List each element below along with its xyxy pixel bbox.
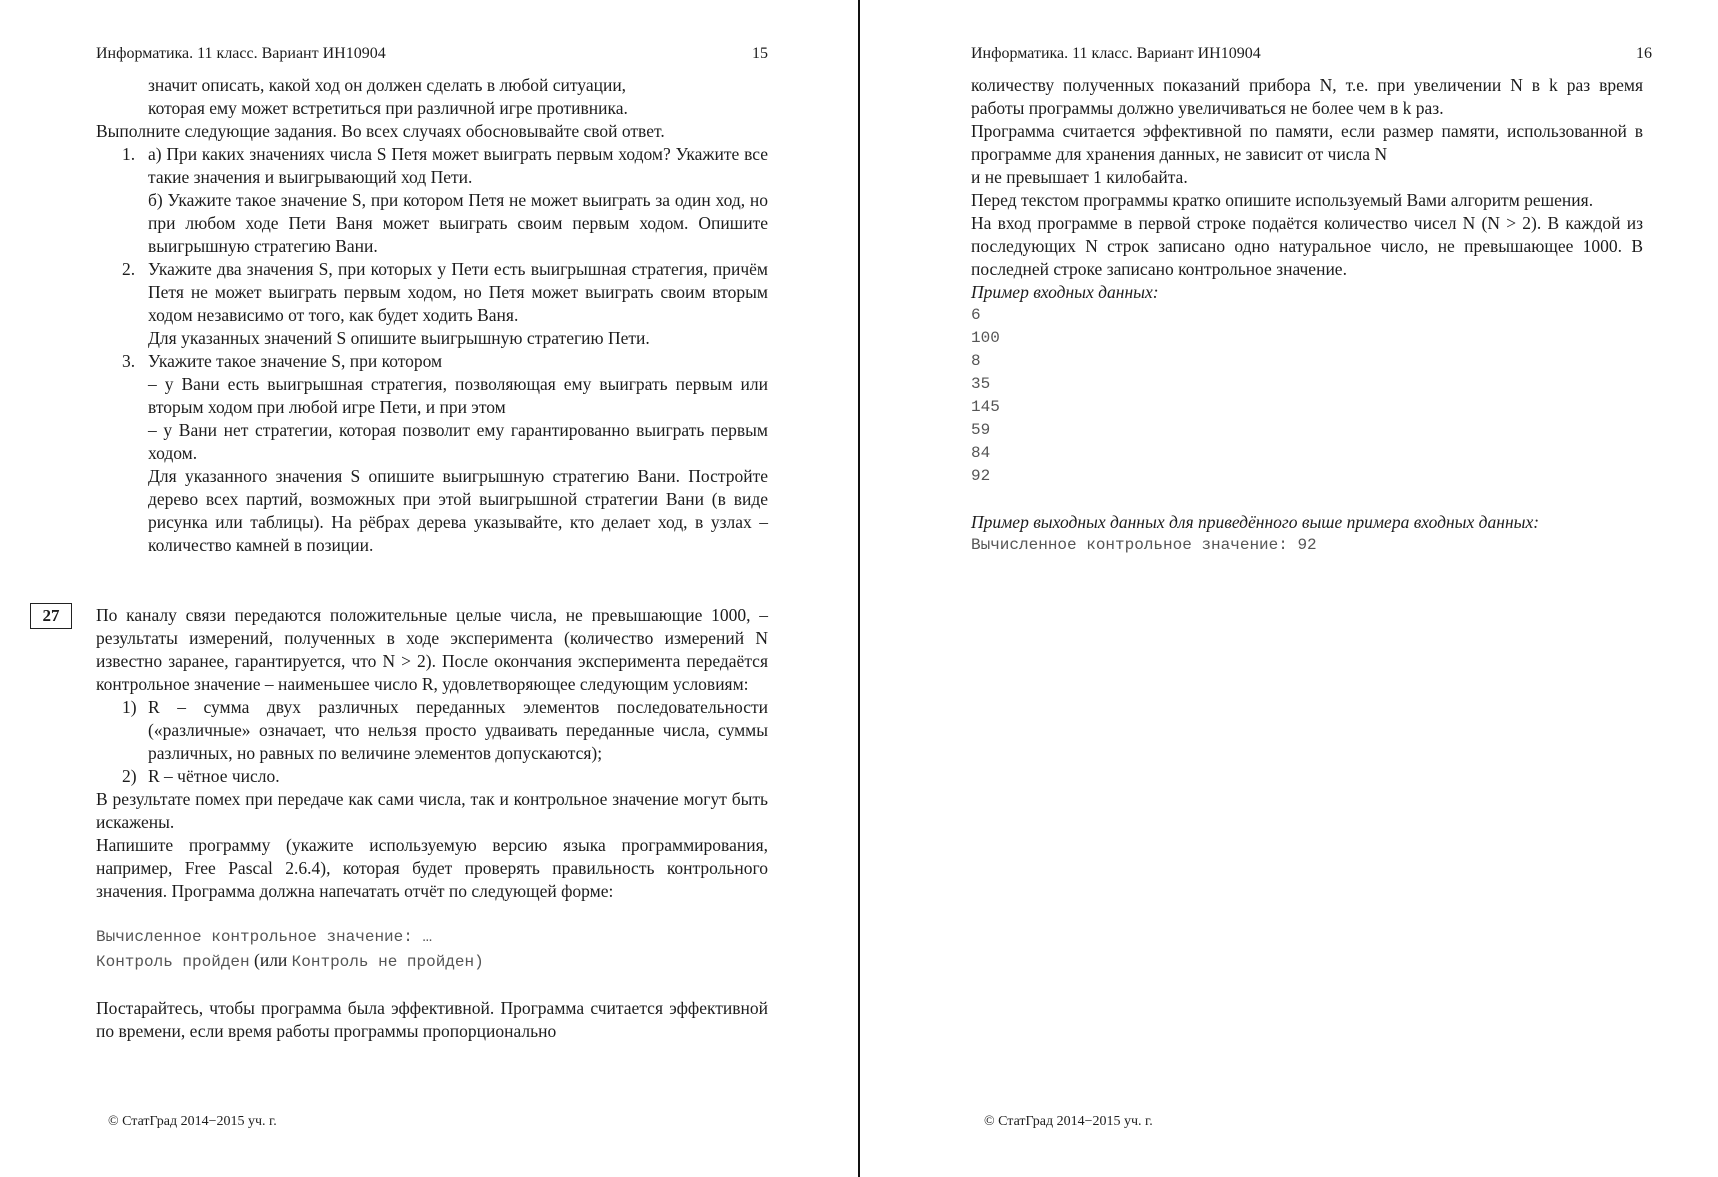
input-sample xyxy=(971,304,1643,488)
page-header: Информатика. 11 класс. Вариант ИН10904 xyxy=(96,45,386,62)
page-number: 15 xyxy=(752,45,768,62)
input-line: 145 xyxy=(971,398,1000,416)
task-2-label: 2. xyxy=(122,259,136,279)
condition-2-text: R – чётное число. xyxy=(148,766,280,786)
task-2-text: Укажите два значения S, при которых у Пети есть выигрышная стратегия, причём Петя не может выиграть первым ходом, но Петя может выиграть своим вторым ходом независимо от того, как будет ходить Ваня. xyxy=(148,259,768,325)
output-caption-text: Пример выходных данных для приведённого выше примера входных данных: xyxy=(971,512,1540,532)
output-caption xyxy=(971,511,1643,534)
question-27 xyxy=(96,604,768,1043)
algorithm-note: Перед текстом программы кратко опишите используемый Вами алгоритм решения. xyxy=(971,190,1594,210)
output-sample: Вычисленное контрольное значение: 92 xyxy=(971,536,1317,554)
page-header: Информатика. 11 класс. Вариант ИН10904 xyxy=(971,45,1261,62)
task-1-label: 1. xyxy=(122,144,136,164)
task-1a: а) При каких значениях числа S Петя может выиграть первым ходом? Укажите все такие значения и выигрывающий ход Пети. xyxy=(148,144,768,187)
page-footer: © СтатГрад 2014−2015 уч. г. xyxy=(108,1114,277,1129)
question-paragraph-3: Напишите программу (укажите используемую версию языка программирования, например, Free Pascal 2.6.4), которая будет проверять правильность контрольного значения. Программа должна напечатать отчёт по следующей форме: xyxy=(96,835,768,901)
condition-2-label: 2) xyxy=(122,766,137,786)
report-line-2 xyxy=(96,949,768,974)
report-fail: Контроль не пройден) xyxy=(291,953,484,971)
input-description: На вход программе в первой строке подаётся количество чисел N (N > 2). В каждой из последующих N строк записано одно натуральное число, не превышающее 1000. В последней строке записано контрольное значение. xyxy=(971,213,1643,279)
report-or: (или xyxy=(254,950,288,970)
input-caption xyxy=(971,281,1643,304)
condition-1-label: 1) xyxy=(122,697,137,717)
condition-1-text: R – сумма двух различных переданных элементов последовательности («различные» означает, что нельзя просто удваивать переданные числа, суммы различных, но равных по величине элементов допускаются); xyxy=(148,697,768,763)
task-3-cond-b: – у Вани нет стратегии, которая позволит ему гарантированно выиграть первым ходом. xyxy=(148,420,768,463)
page-number: 16 xyxy=(1636,45,1652,62)
intro-line-2: которая ему может встретиться при различной игре противника. xyxy=(148,98,628,118)
task-2 xyxy=(96,258,768,350)
question-paragraph-2: В результате помех при передаче как сами числа, так и контрольное значение могут быть искажены. xyxy=(96,789,768,832)
input-line: 100 xyxy=(971,329,1000,347)
input-line: 59 xyxy=(971,421,991,439)
task-1b: б) Укажите такое значение S, при котором Петя не может выиграть за один ход, но при любом ходе Пети Ваня может выиграть своим первым ходом. Опишите выигрышную стратегию Вани. xyxy=(148,190,768,256)
task-1 xyxy=(96,143,768,258)
intro-line-1: значит описать, какой ход он должен сделать в любой ситуации, xyxy=(148,75,627,95)
input-line: 35 xyxy=(971,375,991,393)
condition-2 xyxy=(96,765,768,788)
condition-1 xyxy=(96,696,768,765)
efficiency-memory: Программа считается эффективной по памяти, если размер памяти, использованной в программе для хранения данных, не зависит от числа N xyxy=(971,121,1643,164)
input-line: 6 xyxy=(971,306,981,324)
right-body xyxy=(971,74,1643,557)
efficiency-memory-end: и не превышает 1 килобайта. xyxy=(971,167,1188,187)
left-page xyxy=(0,0,858,1177)
tasks-intro: Выполните следующие задания. Во всех случаях обосновывайте свой ответ. xyxy=(96,121,665,141)
task-3 xyxy=(96,350,768,557)
task-3-strategy: Для указанного значения S опишите выигрышную стратегию Вани. Постройте дерево всех партий, возможных при этой выигрышной стратегии Вани (в виде рисунка или таблицы). На рёбрах дерева указывайте, кто делает ход, в узлах – количество камней в позиции. xyxy=(148,466,768,555)
report-line-1: Вычисленное контрольное значение: … xyxy=(96,928,433,946)
input-caption-text: Пример входных данных: xyxy=(971,282,1159,302)
input-line: 92 xyxy=(971,467,991,485)
left-body xyxy=(96,74,768,557)
task-3-label: 3. xyxy=(122,351,136,371)
question-number-box: 27 xyxy=(30,603,72,629)
question-paragraph-4: Постарайтесь, чтобы программа была эффективной. Программа считается эффективной по времени, если время работы программы пропорционально xyxy=(96,998,768,1041)
input-line: 84 xyxy=(971,444,991,462)
task-3-text: Укажите такое значение S, при котором xyxy=(148,351,443,371)
input-line: 8 xyxy=(971,352,981,370)
right-page xyxy=(860,0,1718,1177)
efficiency-time: количеству полученных показаний прибора N, т.е. при увеличении N в k раз время работы программы должно увеличиваться не более чем в k раз. xyxy=(971,75,1643,118)
task-3-cond-a: – у Вани есть выигрышная стратегия, позволяющая ему выиграть первым или вторым ходом при любой игре Пети, и при этом xyxy=(148,374,768,417)
page-footer: © СтатГрад 2014−2015 уч. г. xyxy=(984,1114,1153,1129)
question-paragraph-1: По каналу связи передаются положительные целые числа, не превышающие 1000, – результаты измерений, полученных в ходе эксперимента (количество измерений N известно заранее, гарантируется, что N > 2). После окончания эксперимента передаётся контрольное значение – наименьшее число R, удовлетворяющее следующим условиям: xyxy=(96,605,768,694)
task-2-strategy: Для указанных значений S опишите выигрышную стратегию Пети. xyxy=(148,328,650,348)
report-pass: Контроль пройден xyxy=(96,953,250,971)
